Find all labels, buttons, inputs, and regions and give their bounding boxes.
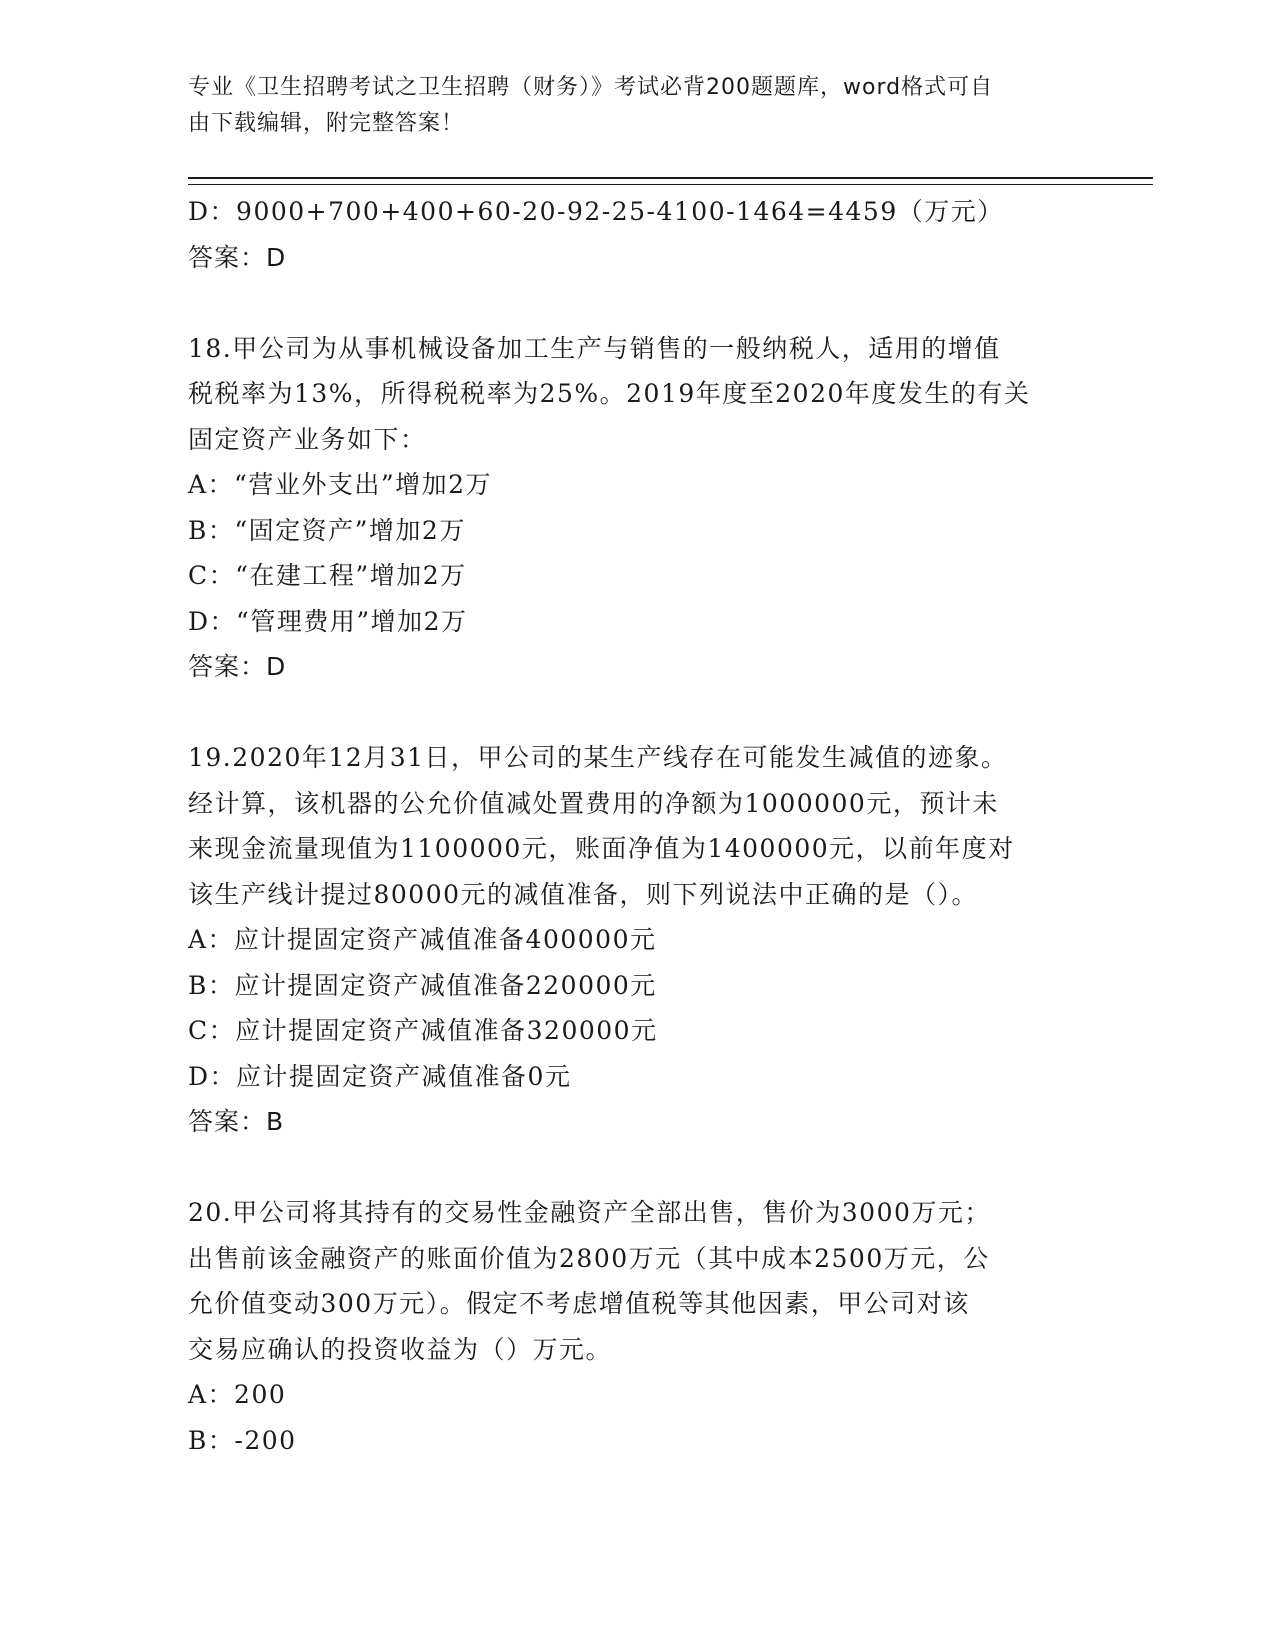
question-stem-line: 交易应确认的投资收益为（）万元。: [188, 1334, 613, 1364]
question-stem-line: 固定资产业务如下：: [188, 424, 427, 454]
question-20: [188, 1190, 1088, 1463]
spacer: [188, 1145, 1088, 1191]
option-b: B：应计提固定资产减值准备220000元: [188, 970, 657, 1000]
question-stem-line: 经计算，该机器的公允价值减处置费用的净额为1000000元，预计未: [188, 788, 999, 818]
document-body: [188, 189, 1088, 1463]
question-18: [188, 326, 1088, 690]
header-rule-thick: [188, 177, 1153, 179]
question-19: [188, 735, 1088, 1145]
option-a: A：应计提固定资产减值准备400000元: [188, 925, 657, 954]
spacer: [188, 690, 1088, 736]
previous-question-tail: [188, 189, 1088, 280]
document-header: [188, 70, 1068, 142]
question-stem-line: 来现金流量现值为1100000元，账面净值为1400000元，以前年度对: [188, 834, 1015, 863]
question-stem-line: 出售前该金融资产的账面价值为2800万元（其中成本2500万元，公: [188, 1243, 990, 1273]
question-stem-line: 该生产线计提过80000元的减值准备，则下列说法中正确的是（）。: [188, 879, 979, 909]
option-d: D：应计提固定资产减值准备0元: [188, 1061, 572, 1091]
option-d: D：9000+700+400+60-20-92-25-4100-1464=4459（万元）: [188, 197, 1004, 226]
question-stem-line: 19.2020年12月31日，甲公司的某生产线存在可能发生减值的迹象。: [188, 743, 1008, 772]
header-rule-thin: [188, 184, 1153, 185]
header-line-1: 专业《卫生招聘考试之卫生招聘（财务）》考试必背200题题库，word格式可自: [188, 75, 994, 100]
option-a: A：200: [188, 1380, 287, 1409]
answer-line: 答案：B: [188, 1107, 285, 1136]
option-b: B：“固定资产”增加2万: [188, 515, 466, 545]
spacer: [188, 280, 1088, 326]
option-c: C：应计提固定资产减值准备320000元: [188, 1016, 658, 1045]
header-line-2: 由下载编辑，附完整答案！: [188, 111, 465, 136]
question-stem-line: 18.甲公司为从事机械设备加工生产与销售的一般纳税人，适用的增值: [188, 333, 1001, 363]
option-c: C：“在建工程”增加2万: [188, 561, 467, 590]
option-b: B：-200: [188, 1425, 297, 1455]
option-d: D：“管理费用”增加2万: [188, 606, 468, 636]
answer-line: 答案：D: [188, 242, 287, 272]
option-a: A：“营业外支出”增加2万: [188, 470, 493, 499]
question-stem-line: 允价值变动300万元）。假定不考虑增值税等其他因素，甲公司对该: [188, 1289, 970, 1318]
question-stem-line: 税税率为13%，所得税税率为25%。2019年度至2020年度发生的有关: [188, 379, 1031, 408]
question-stem-line: 20.甲公司将其持有的交易性金融资产全部出售，售价为3000万元；: [188, 1198, 991, 1227]
answer-line: 答案：D: [188, 652, 287, 681]
